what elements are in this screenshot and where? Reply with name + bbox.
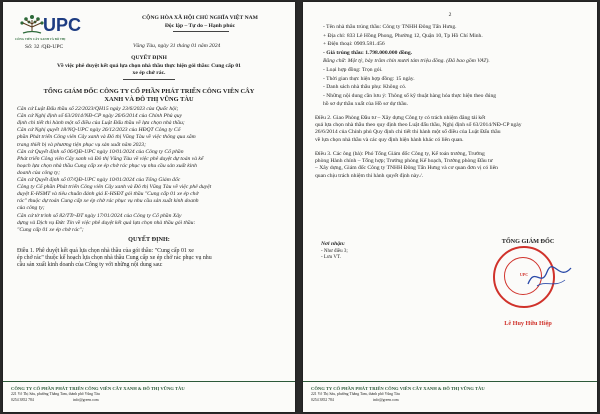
recipients-title: Nơi nhận: bbox=[321, 241, 345, 247]
footer-email: info@green.com bbox=[73, 398, 99, 402]
legal-basis-line: Phát triển Công viên Cây xanh và Đô thị Vũng Tàu về việc phê duyệt dự toán và kế bbox=[17, 155, 204, 162]
decision-subject-line-2: xe ép chở rác. bbox=[132, 70, 166, 76]
signer-name: Lê Huy Hữu Hiệp bbox=[504, 320, 552, 327]
winner-detail-line: - Loại hợp đồng: Trọn gói. bbox=[323, 67, 383, 73]
page-2-footer bbox=[303, 381, 597, 412]
legal-basis-line: rác" thuộc dự toán Cung cấp xe ép chở rác phục vụ nhu cầu sản xuất kinh doanh bbox=[17, 198, 199, 205]
legal-basis-line: hoạch lựa chọn nhà thầu Cung cấp xe ép chở rác phục vụ nhu cầu sản xuất kinh bbox=[17, 162, 197, 169]
logo-caption: CÔNG VIÊN CÂY XANH VÀ ĐÔ THỊ bbox=[15, 37, 66, 41]
legal-basis-line: dựng và Dịch vụ Đức Tín về việc phê duyệt kết quả lựa chọn nhà thầu gói thầu: bbox=[17, 219, 196, 226]
legal-basis-line: phần Phát triển Công viên Cây xanh và Đô thị Vũng Tàu về việc thông qua sắm bbox=[17, 134, 196, 141]
signature-icon bbox=[525, 262, 575, 292]
winner-detail-line: Bằng chữ: Một tỷ, bảy trăm chín mươi tám triệu đồng. (Đã bao gồm VAT). bbox=[323, 58, 490, 65]
recipient-item: - Lưu VT. bbox=[321, 255, 341, 260]
winner-detail-line: hồ sơ dự thầu xuất của Hồ sơ dự thầu. bbox=[323, 101, 408, 108]
legal-basis-line: duyệt E-HSMT và tiêu chuẩn đánh giá E-HSĐT gói thầu "Cung cấp 01 xe ép chở bbox=[17, 191, 199, 198]
legal-basis-line: Căn cứ Nghị định số 63/2014/NĐ-CP ngày 26/6/2014 của Chính Phủ quy bbox=[17, 113, 183, 120]
signer-title: TỔNG GIÁM ĐỐC bbox=[501, 238, 555, 245]
legal-basis-line: Căn cứ tờ trình số 82/TTr-ĐT ngày 17/01/2024 của Công ty Cổ phần Xây bbox=[17, 212, 182, 219]
legal-basis-line: doanh của công ty; bbox=[17, 169, 61, 176]
legal-basis-line: "Cung cấp 01 xe ép chở rác"; bbox=[17, 226, 84, 233]
footer-company: CÔNG TY CỔ PHẦN PHÁT TRIỂN CÔNG VIÊN CÂY XANH & ĐÔ THỊ VŨNG TÀU bbox=[311, 386, 485, 391]
motto-underline bbox=[173, 31, 229, 32]
republic-header: CỘNG HÒA XÃ HỘI CHỦ NGHĨA VIỆT NAM bbox=[142, 15, 258, 21]
article-1-line: cầu sản xuất kinh doanh của Công ty với những nội dung sau: bbox=[17, 262, 163, 269]
document-page-2 bbox=[303, 2, 597, 412]
legal-basis-line: Căn cứ Quyết định số 06/QĐ-UPC ngày 10/01/2024 của Công ty Cổ phần bbox=[17, 148, 184, 155]
winner-detail-line: - Tên nhà thầu trúng thầu: Công ty TNHH Đông Tấn Hưng. bbox=[323, 24, 457, 30]
article-3-line: phòng Hành chính – Tổng hợp; Trưởng phòng Kế hoạch, Trưởng phòng Đầu tư bbox=[315, 158, 493, 165]
footer-phone: 0254 3852 784 bbox=[311, 398, 334, 402]
legal-basis-line: định chi tiết thi hành một số điều của Luật Đấu thầu về lựa chọn nhà thầu; bbox=[17, 120, 185, 127]
page-1-footer bbox=[3, 381, 295, 412]
winner-detail-line: + Địa chỉ: 833 Lê Hồng Phong, Phường 12, Quận 10, Tp Hồ Chí Minh. bbox=[323, 32, 483, 39]
winner-detail-line: - Những nội dung cần lưu ý: Thông số kỹ thuật hàng hóa thực hiện theo đúng bbox=[323, 92, 497, 99]
footer-address: 221 Võ Thị Sáu, phường Thắng Tam, thành phố Vũng Tàu bbox=[311, 392, 400, 396]
article-2-line: 26/6/2014 của Chính phủ Quy định chi tiết thi hành một số điều của Luật Đấu thầu bbox=[315, 129, 501, 136]
winner-detail-line: - Danh sách nhà thầu phụ: Không có. bbox=[323, 84, 407, 91]
motto: Độc lập – Tự do – Hạnh phúc bbox=[164, 23, 236, 29]
legal-basis-line: Căn cứ Luật Đấu thầu số 22/2023/QH15 ngày 23/6/2023 của Quốc hội; bbox=[17, 106, 179, 112]
place-date: Vũng Tàu, ngày 31 tháng 01 năm 2024 bbox=[133, 43, 221, 49]
recipient-item: - Như điều 3; bbox=[321, 249, 348, 254]
footer-address: 221 Võ Thị Sáu, phường Thắng Tam, thành phố Vũng Tàu bbox=[11, 392, 100, 396]
document-number: Số: 32 /QĐ-UPC bbox=[25, 44, 64, 50]
article-1-line: Điều 1. Phê duyệt kết quả lựa chọn nhà thầu của gói thầu: "Cung cấp 01 xe bbox=[17, 248, 194, 254]
footer-phone: 0254 3852 784 bbox=[11, 398, 34, 402]
legal-basis-line: Căn cứ Nghị quyết 18/NQ-UPC ngày 26/12/2023 của HĐQT Công ty Cổ bbox=[17, 127, 181, 134]
decision-title: QUYẾT ĐỊNH bbox=[131, 55, 167, 61]
legal-basis-line: trang thiết bị và phương tiện phục vụ sản xuất năm 2023; bbox=[17, 141, 146, 148]
page-number: 2 bbox=[448, 12, 452, 18]
logo-text: UPC bbox=[43, 15, 82, 35]
footer-company: CÔNG TY CỔ PHẦN PHÁT TRIỂN CÔNG VIÊN CÂY XANH & ĐÔ THỊ VŨNG TÀU bbox=[11, 386, 185, 391]
article-3-line: – Xây dựng, Giám đốc Công ty TNHH Đông Tấn Hưng và cơ quan đơn vị có liên bbox=[315, 165, 498, 172]
article-2-line: về lựa chọn nhà thầu và các quy định hiện hành khác có liên quan. bbox=[315, 136, 464, 143]
article-3-line: quan chịu trách nhiệm thi hành quyết định này./. bbox=[315, 172, 424, 179]
winner-detail-line: - Thời gian thực hiện hợp đồng: 15 ngày. bbox=[323, 75, 415, 82]
decide-heading: QUYẾT ĐỊNH: bbox=[128, 236, 170, 243]
legal-basis-line: của công ty; bbox=[17, 205, 45, 212]
article-2-line: Điều 2. Giao Phòng Đầu tư – Xây dựng Công ty có trách nhiệm đăng tải kết bbox=[315, 115, 486, 121]
decision-subject-line-1: Về việc phê duyệt kết quả lựa chọn nhà thầu thực hiện gói thầu: Cung cấp 01 bbox=[57, 63, 241, 69]
subject-underline bbox=[123, 79, 175, 80]
document-page-1 bbox=[3, 2, 295, 412]
article-3-line: Điều 3. Các ông (bà): Phó Tổng Giám đốc Công ty, Kế toán trưởng, Trưởng bbox=[315, 151, 485, 157]
footer-email: info@green.com bbox=[373, 398, 399, 402]
article-1-line: ép chở rác" thuộc kế hoạch lựa chọn nhà thầu Cung cấp xe ép chở rác phục vụ nhu bbox=[17, 255, 212, 262]
issuer-line-1: TỔNG GIÁM ĐỐC CÔNG TY CỔ PHẦN PHÁT TRIỂN CÔNG VIÊN CÂY bbox=[43, 88, 255, 95]
article-2-line: quả lựa chọn nhà thầu theo quy định theo Luật đấu thầu, Nghị định số 63/2014/NĐ-CP ngày bbox=[315, 122, 522, 129]
issuer-line-2: XANH VÀ ĐÔ THỊ VŨNG TÀU bbox=[104, 96, 194, 103]
legal-basis-line: Căn cứ Quyết định số 07/QĐ-UPC ngày 10/01/2024 của Tổng Giám đốc bbox=[17, 177, 181, 183]
company-seal: UPC bbox=[493, 246, 555, 308]
winner-detail-line: + Điện thoại: 0909.581.456 bbox=[323, 41, 385, 48]
winner-detail-line: - Giá trúng thầu: 1.798.000.000 đồng. bbox=[323, 49, 413, 56]
legal-basis-line: Công ty Cổ phần Phát triển Công viên Cây xanh và Đô thị Vũng Tàu về việc phê duyệt bbox=[17, 184, 212, 191]
